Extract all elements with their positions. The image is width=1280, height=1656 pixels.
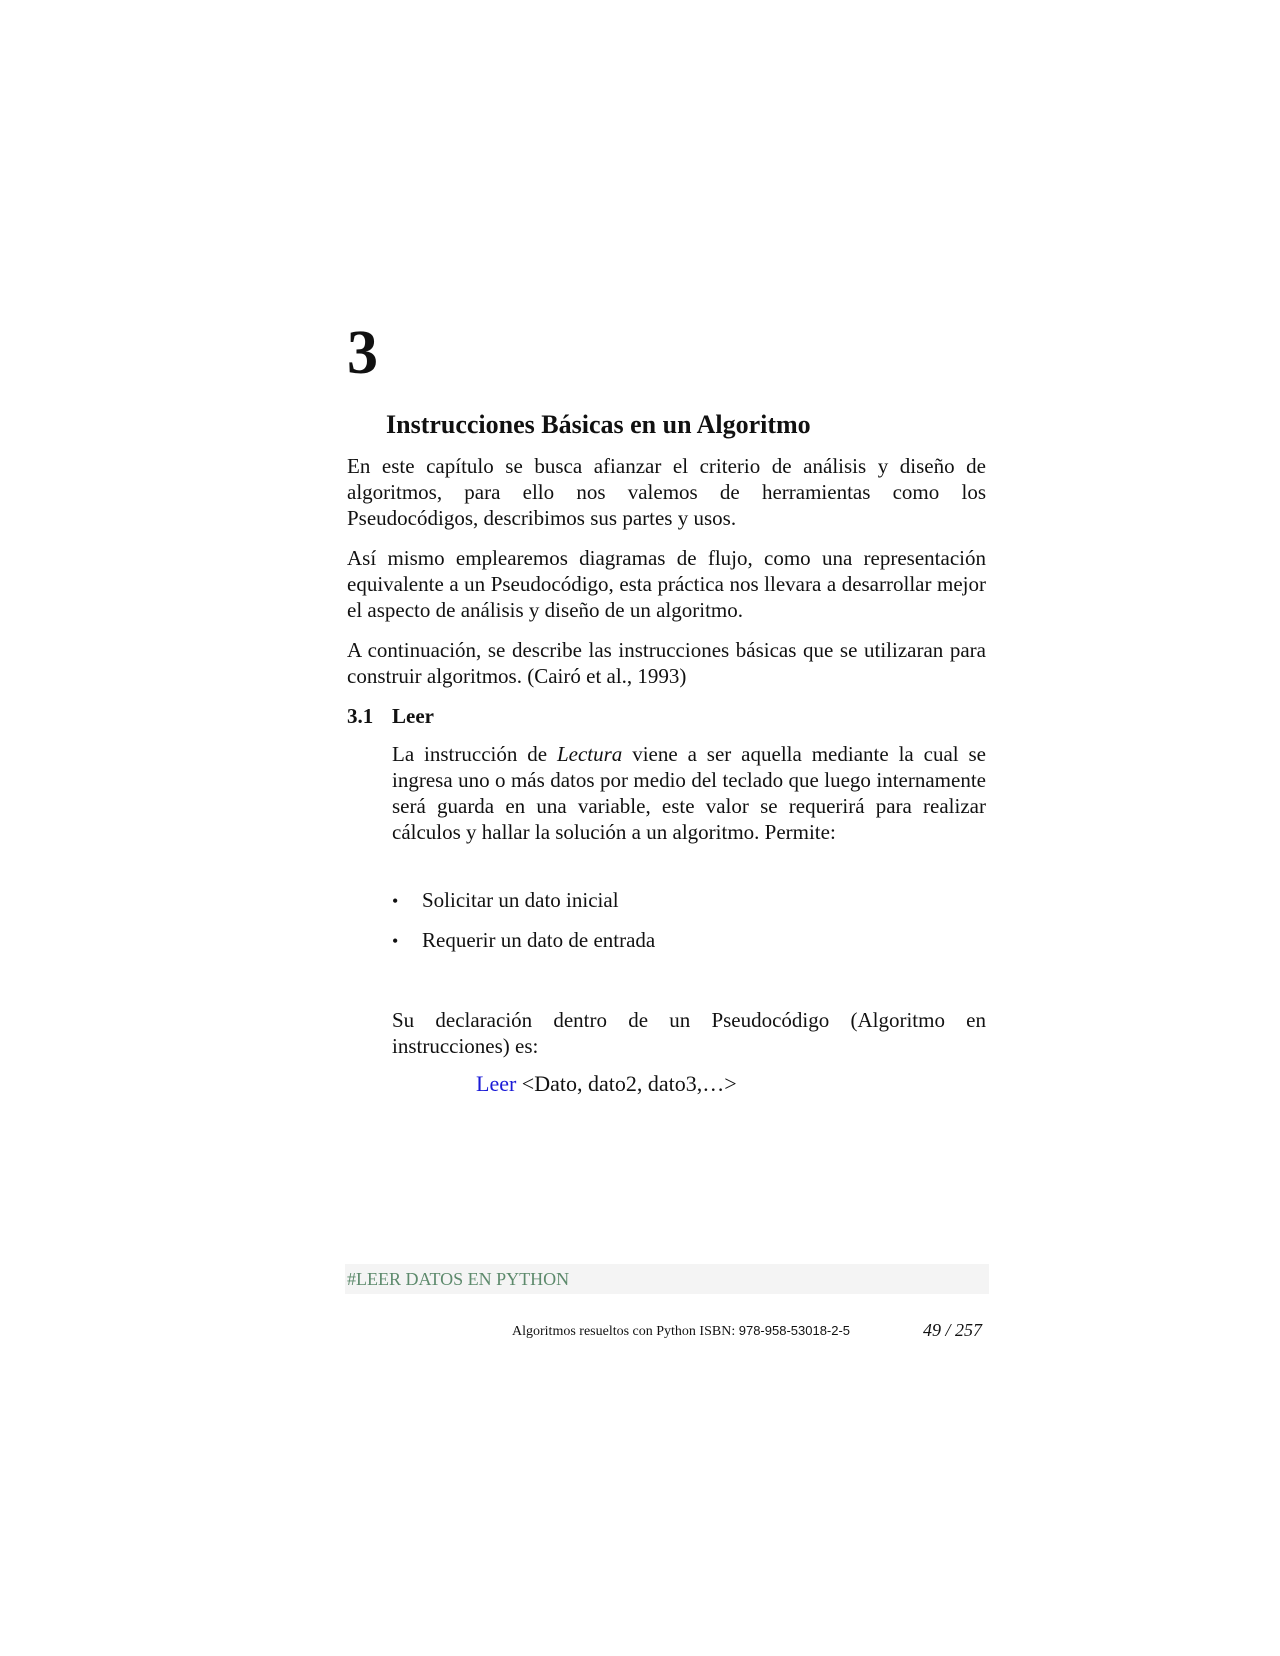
list-item <box>392 887 655 927</box>
section-paragraph-start: La instrucción de <box>392 742 557 766</box>
section-number: 3.1 <box>347 704 374 728</box>
footer-book-title: Algoritmos resueltos con Python ISBN: <box>512 1324 739 1339</box>
list-item-text: Solicitar un dato inicial <box>422 888 619 912</box>
footer-isbn: 978-958-53018-2-5 <box>738 1323 851 1338</box>
section-paragraph <box>392 741 986 845</box>
section-heading <box>347 703 434 729</box>
section-paragraph-end: viene a ser aquella mediante la cual se ingresa uno o más datos por medio del teclado que luego internamente será guarda en una variable, este valor se requerirá para realizar cálculos y hallar la solución a un algoritmo. Permite: <box>392 742 986 844</box>
section-title: Leer <box>392 704 434 728</box>
section-paragraph-emphasis: Lectura <box>556 742 623 766</box>
footer-book-info <box>512 1322 850 1341</box>
list-item <box>392 927 655 967</box>
chapter-number: 3 <box>347 319 378 387</box>
bullet-list <box>392 887 655 967</box>
python-code-block <box>345 1264 989 1294</box>
pseudocode-line <box>476 1071 737 1097</box>
declaration-paragraph: Su declaración dentro de un Pseudocódigo (Algoritmo en instrucciones) es: <box>392 1008 986 1058</box>
intro-paragraph-2: Así mismo emplearemos diagramas de flujo, como una representación equivalente a un Pseudocódigo, esta práctica nos llevara a desarrollar mejor el aspecto de análisis y diseño de un algoritmo. <box>347 546 986 622</box>
bullet-icon: • <box>392 891 399 911</box>
python-comment: #LEER DATOS EN PYTHON <box>347 1269 570 1289</box>
intro-paragraph-3: A continuación, se describe las instrucciones básicas que se utilizaran para construir algoritmos. (Cairó et al., 1993) <box>347 638 986 688</box>
pseudocode-keyword: Leer <box>476 1071 517 1096</box>
list-item-text: Requerir un dato de entrada <box>422 928 656 952</box>
intro-paragraph-1: En este capítulo se busca afianzar el criterio de análisis y diseño de algoritmos, para ello nos valemos de herramientas como los Pseudocódigos, describimos sus partes y usos. <box>347 454 986 530</box>
bullet-icon: • <box>392 931 399 951</box>
page-number: 49 / 257 <box>923 1320 983 1340</box>
chapter-title: Instrucciones Básicas en un Algoritmo <box>386 410 811 439</box>
pseudocode-arguments: <Dato, dato2, dato3,…> <box>516 1071 737 1096</box>
